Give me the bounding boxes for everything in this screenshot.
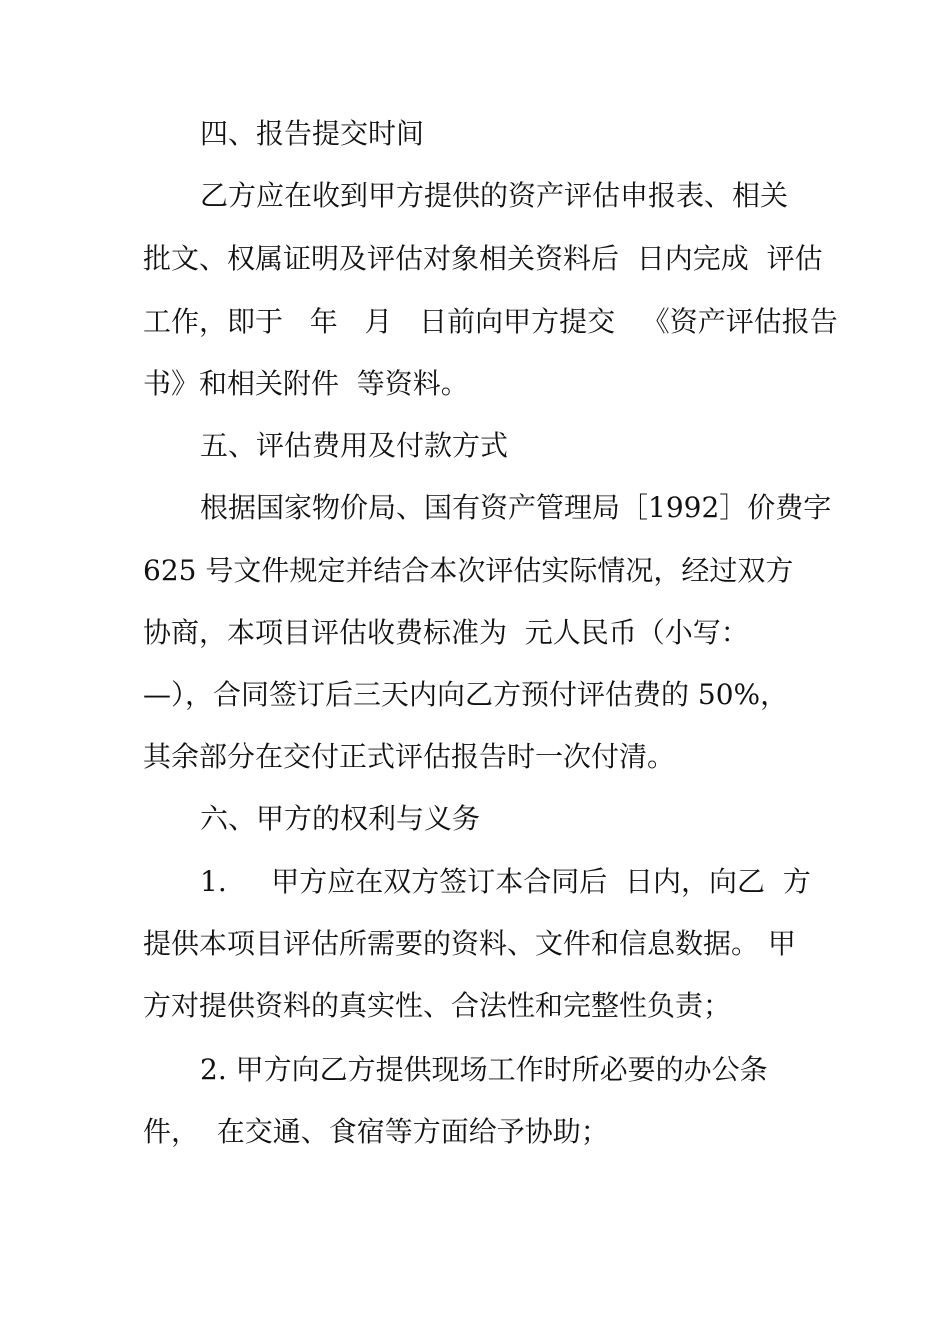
section-6-item-1-line-1: 1. 甲方应在双方签订本合同后 日内，向乙 方	[200, 865, 811, 898]
section-4-heading: 四、报告提交时间	[200, 117, 425, 150]
section-6-item-2-line-2: 件， 在交通、食宿等方面给予协助；	[143, 1115, 609, 1148]
section-4-line-3: 工作，即于 年 月 日前向甲方提交 《资产评估报告	[143, 305, 838, 338]
section-5-line-1: 根据国家物价局、国有资产管理局［1992］价费字	[200, 491, 832, 524]
section-5-line-4: —），合同签订后三天内向乙方预付评估费的 50%，	[143, 678, 789, 711]
section-6-item-1-line-3: 方对提供资料的真实性、合法性和完整性负责；	[143, 989, 732, 1022]
section-6-item-2-line-1: 2. 甲方向乙方提供现场工作时所必要的办公条	[200, 1053, 768, 1086]
section-6-item-1-line-2: 提供本项目评估所需要的资料、文件和信息数据。 甲	[143, 927, 796, 960]
section-5-line-5: 其余部分在交付正式评估报告时一次付清。	[143, 740, 676, 773]
section-4-line-1: 乙方应在收到甲方提供的资产评估申报表、相关	[200, 179, 789, 212]
section-5-line-2: 625 号文件规定并结合本次评估实际情况，经过双方	[143, 554, 794, 587]
section-4-line-2: 批文、权属证明及评估对象相关资料后 日内完成 评估	[143, 242, 823, 275]
section-6-heading: 六、甲方的权利与义务	[200, 802, 481, 835]
section-4-line-4: 书》和相关附件 等资料。	[143, 367, 469, 400]
section-5-line-3: 协商，本项目评估收费标准为 元人民币（小写：	[143, 616, 749, 649]
section-5-heading: 五、评估费用及付款方式	[200, 429, 509, 462]
